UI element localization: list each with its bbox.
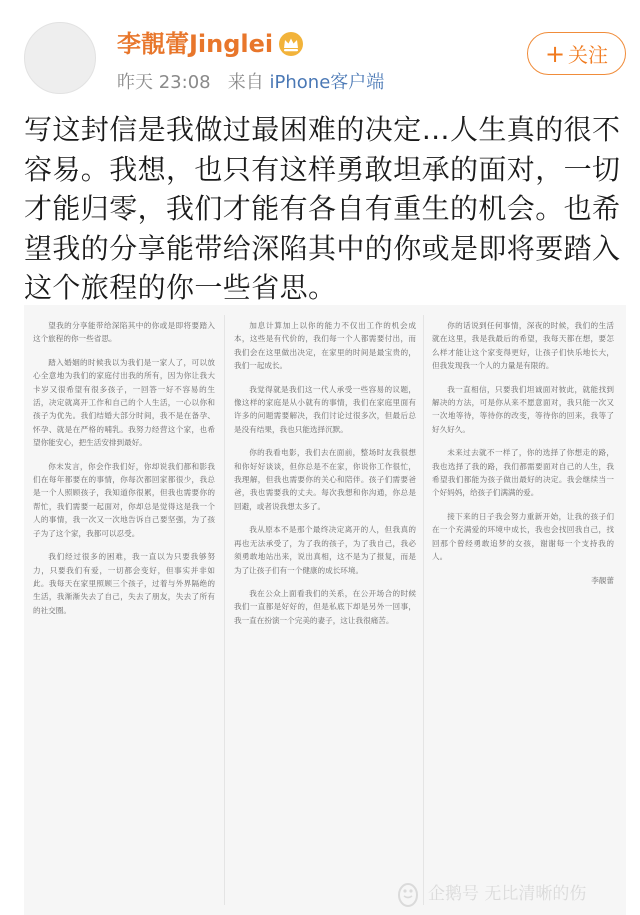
column-divider bbox=[224, 315, 225, 905]
username[interactable]: 李靚蕾Jinglei bbox=[117, 30, 274, 58]
letter-signature: 李靚蕾 bbox=[591, 575, 614, 585]
column-divider bbox=[423, 315, 424, 905]
post-source-link[interactable]: iPhone客户端 bbox=[269, 72, 385, 93]
post-meta bbox=[117, 72, 384, 94]
letter-column-3: 你的话说到任何事情，深夜的时候，我们的生活就在这里，我是我最后的希望，我每天都在想，要怎么样才能让这个家变得更好，让孩子们快乐地长大，但我发现我一个人的力量是有限的。 我一直相信，只要我们坦诚面对彼此，就能找到解决的方法，可是你从来不愿意面对，我只能一次又一次地等待，等待你的改变，等待你的回来，我等了好久好久。 未来过去就不一样了，你的选择了你想走的路，我也选择了我的路，我们都需要面对自己的人生，我希望我们都能为孩子做出最好的决定。我会继续当一个好妈妈，给孩子们满满的爱。 接下来的日子我会努力重新开始，让我的孩子们在一个充满爱的环境中成长，我也会找回我自己，找回那个曾经勇敢追梦的女孩，谢谢每一个支持我的人。 李靚蕾 bbox=[432, 319, 614, 597]
letter-column-1: 望我的分享能带给深陷其中的你或是即将要踏入这个旅程的你一些省思。 踏入婚姻的时候我以为我们是一家人了，可以放心全意地为我们的家庭付出我的所有，因为你让我大卡岁又很希望有很多孩子，一回答一好不容易的生活，决定就离开工作和自己的个人生活，一心以你和孩子为优先。我们结婚大部分时间，我不是在备孕、怀孕、就是在严格的哺乳。我努力经营这个家，也希望你能安心，把生活安排到最好。 你未发言，你会作我们好，你却说我们都和影我们在每年都要在的事情，你每次都回家都很少，我总是一个人照顾孩子，我知道你很累，但我也需要你的帮忙，我们需要一起面对，你却总是觉得这是我一个人的事情，我一次又一次地告诉自己要坚强，为了孩子为了这个家，我都可以忍受。 我们经过很多的困难，我一直以为只要我够努力，只要我们有爱，一切都会变好，但事实并非如此。我每天在家里照顾三个孩子，过着与外界隔绝的生活，我渐渐失去了自己，失去了朋友，失去了所有的社交圈。 bbox=[33, 321, 215, 615]
post-time: 昨天 23:08 bbox=[117, 72, 211, 93]
avatar[interactable] bbox=[24, 22, 96, 94]
crown-icon bbox=[278, 31, 304, 57]
follow-label: 关注 bbox=[568, 43, 609, 67]
letter-image[interactable] bbox=[24, 305, 626, 915]
penguin-logo-icon bbox=[394, 880, 422, 908]
watermark-text: 企鹅号 无比清晰的伤 bbox=[428, 884, 587, 904]
post-text: 写这封信是我做过最困难的决定…人生真的很不容易。我想，也只有这样勇敢坦承的面对，一切才能归零，我们才能有各自有重生的机会。也希望我的分享能带给深陷其中的你或是即将要踏入这个旅程的你一些省思。 bbox=[24, 113, 621, 304]
letter-column-2: 加息计算加上以你的能力不仅出工作的机会成本，这些是有代价的，我们每一个人都需要付出，而我们会在这里做出决定，在家里的时间是最宝贵的，我们一起成长。 我觉得就是我们这一代人承受一些容易的议题，像这样的家庭是从小就有的事情，我们在家庭里面有许多的问题需要解决，我们讨论过很多次，但最后总是没有结果，我也只能选择沉默。 你的我看电影，我们去在面前，整场时友我很想和你好好谈谈，但你总是不在家，你说你工作很忙，我理解，但我也需要你的关心和陪伴。孩子们需要爸爸，我也需要我的丈夫。每次我想和你沟通，你总是回避，或者说我想太多了。 我从原本不是那个最终决定离开的人，但我真的再也无法承受了，为了我的孩子，为了我自己，我必须勇敢地站出来，说出真相，这不是为了报复，而是为了让孩子们有一个健康的成长环境。 我在公众上面看我们的关系，在公开场合的时候我们一直都是好好的，但是私底下却是另外一回事，我一直在扮演一个完美的妻子，这让我很痛苦。 bbox=[234, 321, 416, 625]
post-header bbox=[0, 0, 640, 110]
follow-button[interactable] bbox=[527, 32, 626, 75]
plus-icon: + bbox=[544, 39, 566, 68]
watermark bbox=[394, 880, 586, 908]
source-prefix: 来自 bbox=[227, 72, 264, 93]
